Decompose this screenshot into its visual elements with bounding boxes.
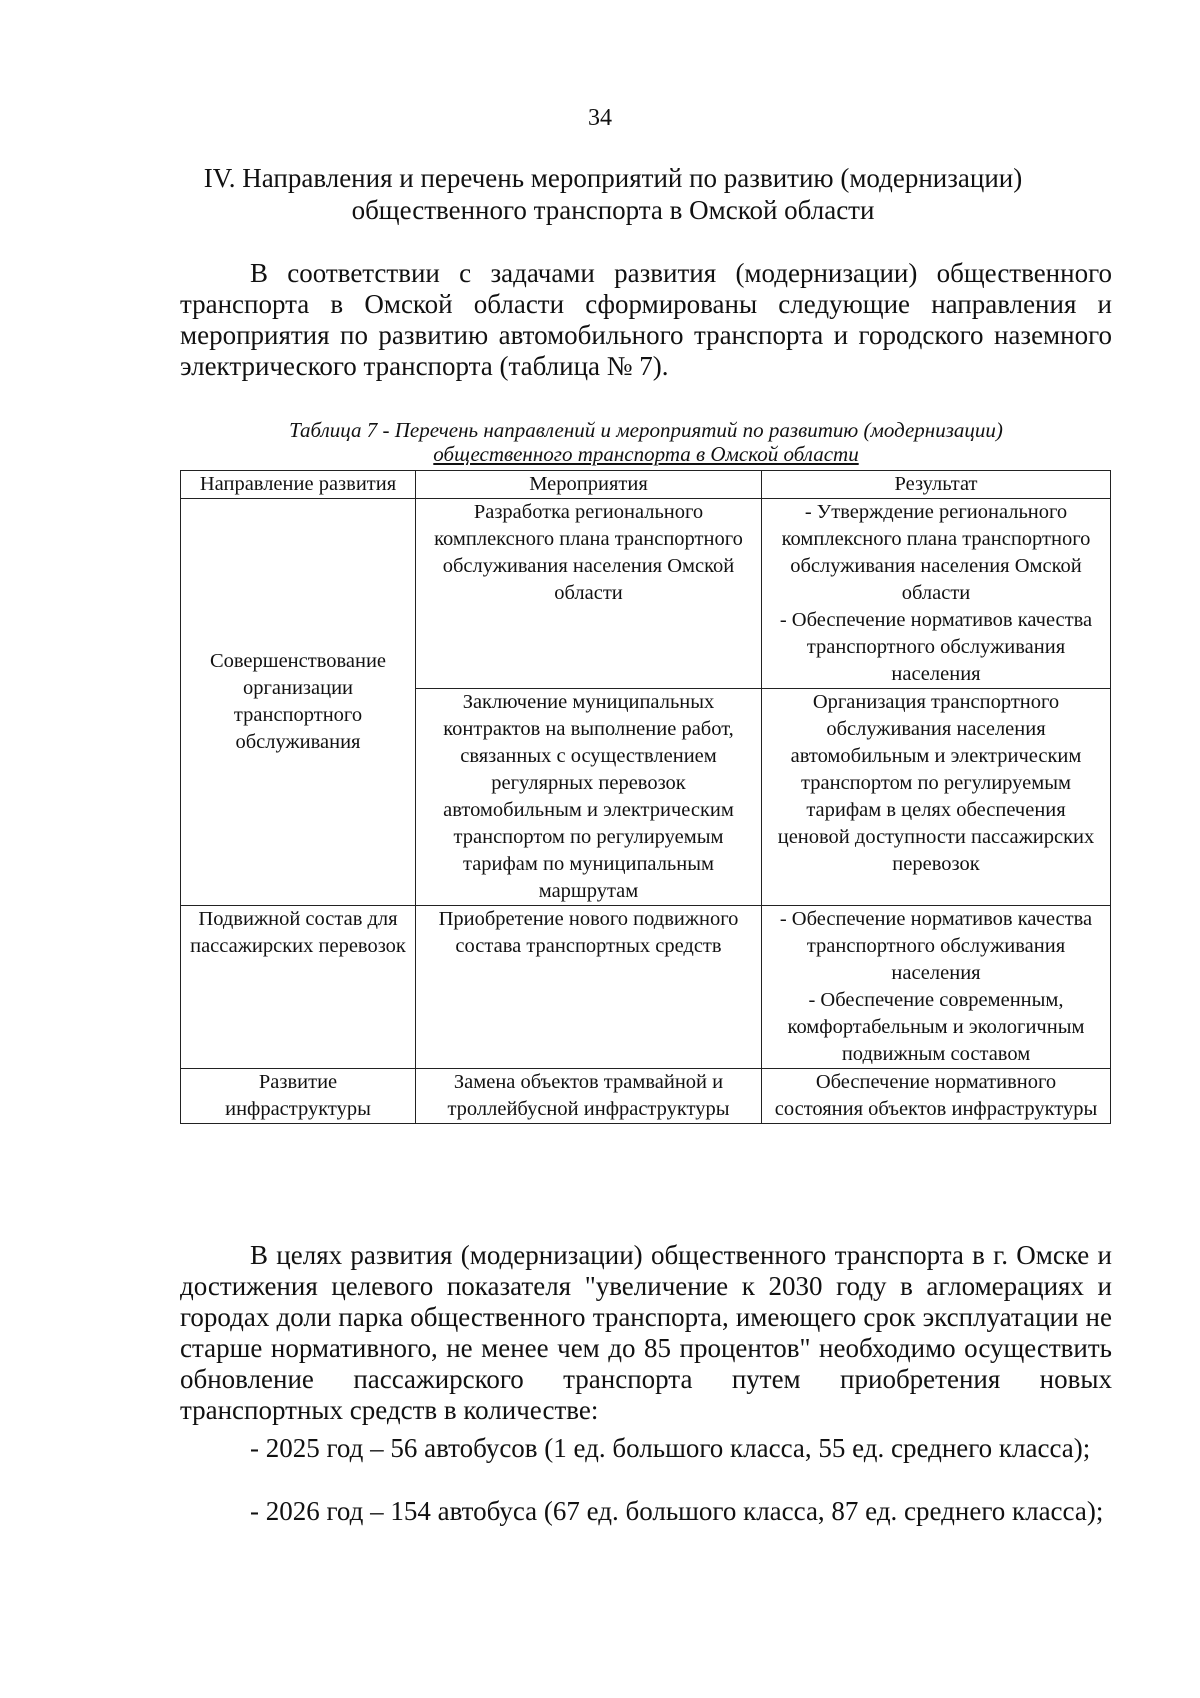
table-cell-activity: Замена объектов трамвайной и троллейбусной инфраструктуры xyxy=(416,1069,762,1124)
table-caption-line-1: Таблица 7 - Перечень направлений и мероприятий по развитию (модернизации) xyxy=(289,418,1003,442)
result-item: - Обеспечение современным, комфортабельным и экологичным подвижным составом xyxy=(787,989,1085,1065)
table-cell-result: Обеспечение нормативного состояния объектов инфраструктуры xyxy=(762,1069,1111,1124)
header-activities: Мероприятия xyxy=(416,471,762,499)
measures-table xyxy=(180,470,1111,1124)
table-header-row xyxy=(181,471,1111,499)
result-item: - Обеспечение нормативов качества транспортного обслуживания населения xyxy=(779,908,1093,984)
header-result: Результат xyxy=(762,471,1111,499)
section-heading-line-1: IV. Направления и перечень мероприятий по развитию (модернизации) xyxy=(203,163,1023,193)
header-direction: Направление развития xyxy=(181,471,416,499)
goal-paragraph: В целях развития (модернизации) общественного транспорта в г. Омске и достижения целевого показателя "увеличение к 2030 году в агломерациях и городах доли парка общественного транспорта, имеющего срок эксплуатации не старше нормативного, не менее чем до 85 процентов" необходимо осуществить обновление пассажирского транспорта путем приобретения новых транспортных средств в количестве: xyxy=(180,1240,1112,1425)
result-item: - Обеспечение нормативов качества транспортного обслуживания населения xyxy=(779,609,1093,685)
result-item: - Утверждение регионального комплексного плана транспортного обслуживания населения Омской области xyxy=(781,501,1091,604)
intro-paragraph: В соответствии с задачами развития (модернизации) общественного транспорта в Омской области сформированы следующие направления и мероприятия по развитию автомобильного транспорта и городского наземного электрического транспорта (таблица № 7). xyxy=(180,258,1112,381)
table-row xyxy=(181,499,1111,689)
table-cell-activity: Приобретение нового подвижного состава транспортных средств xyxy=(416,906,762,1069)
table-cell-result xyxy=(762,906,1111,1069)
table-caption xyxy=(180,418,1112,466)
table-cell-direction: Развитие инфраструктуры xyxy=(181,1069,416,1124)
table-row xyxy=(181,906,1111,1069)
list-item: - 2026 год – 154 автобуса (67 ед. большого класса, 87 ед. среднего класса); xyxy=(250,1496,1104,1526)
table-row xyxy=(181,1069,1111,1124)
table-cell-activity: Заключение муниципальных контрактов на выполнение работ, связанных с осуществлением регулярных перевозок автомобильным и электрическим транспортом по регулируемым тарифам по муниципальным маршрутам xyxy=(416,689,762,906)
table-cell-direction: Совершенствование организации транспортного обслуживания xyxy=(181,499,416,906)
table-cell-activity: Разработка регионального комплексного плана транспортного обслуживания населения Омской области xyxy=(416,499,762,689)
section-heading-line-2: общественного транспорта в Омской области xyxy=(351,195,875,225)
page-number: 34 xyxy=(588,105,612,131)
table-caption-line-2: общественного транспорта в Омской области xyxy=(433,442,859,466)
section-heading xyxy=(150,162,1076,226)
table-cell-direction: Подвижной состав для пассажирских перевозок xyxy=(181,906,416,1069)
table-cell-result xyxy=(762,499,1111,689)
list-item: - 2025 год – 56 автобусов (1 ед. большого класса, 55 ед. среднего класса); xyxy=(250,1433,1091,1463)
table-cell-result: Организация транспортного обслуживания населения автомобильным и электрическим транспортом по регулируемым тарифам в целях обеспечения ценовой доступности пассажирских перевозок xyxy=(762,689,1111,906)
